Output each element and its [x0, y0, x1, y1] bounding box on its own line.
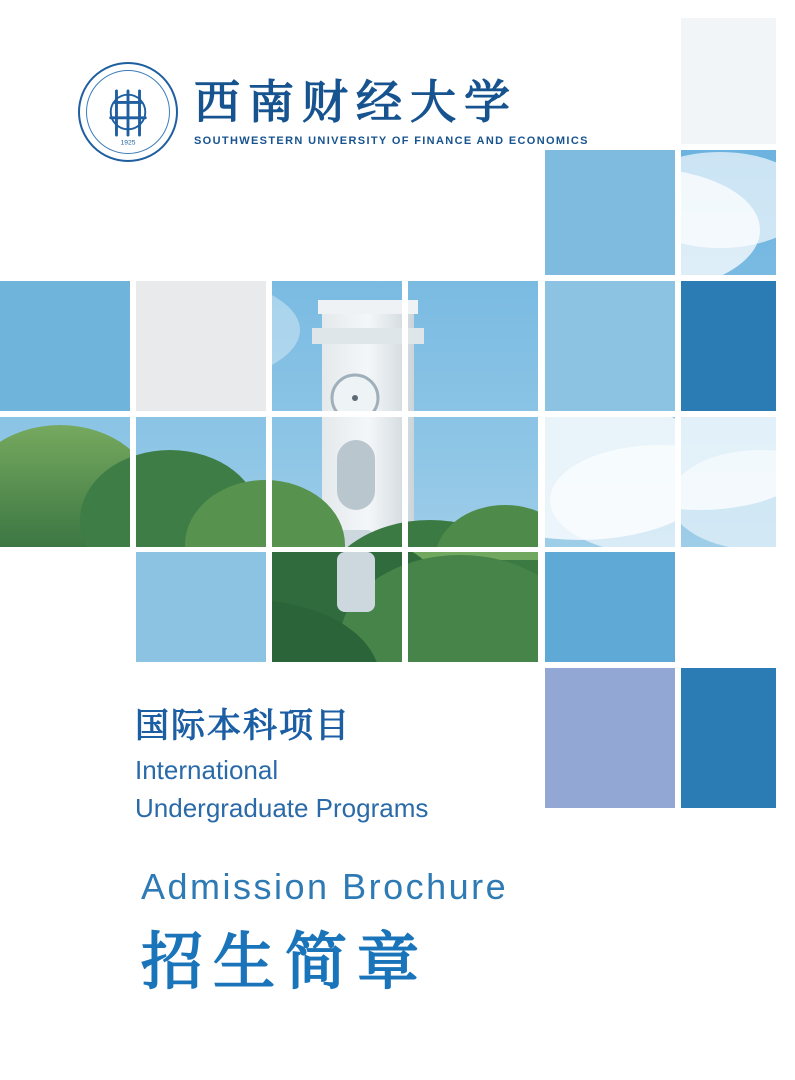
tile-deep-blue-1 — [681, 281, 776, 411]
university-wordmark — [194, 77, 589, 148]
university-name-en: SOUTHWESTERN UNIVERSITY OF FINANCE AND ECONOMICS — [194, 135, 589, 148]
tile-blue-bottom-1 — [136, 552, 266, 662]
tile-blue-left-1 — [0, 281, 130, 411]
program-title-block — [135, 706, 735, 825]
university-seal-icon — [78, 62, 178, 162]
tile-blue-bottom-2 — [545, 552, 675, 662]
university-logo — [78, 62, 589, 162]
tile-photo-cloud-2 — [545, 417, 675, 547]
program-title-en-line2: Undergraduate Programs — [135, 792, 429, 823]
brochure-title-en: Admission Brochure — [141, 866, 509, 907]
program-title-en-line1: International — [135, 754, 279, 785]
program-title-cn: 国际本科项目 — [135, 708, 351, 745]
university-name-cn: 西南财经大学 — [194, 76, 518, 128]
tile-sky-blue-2 — [545, 281, 675, 411]
cover-header — [0, 0, 795, 170]
tile-grey-1 — [136, 281, 266, 411]
brochure-title-cn: 招生简章 — [141, 929, 430, 997]
mosaic-lowleft-mask — [0, 547, 136, 667]
mosaic-gutter-h2 — [0, 411, 795, 417]
seal-year-label: 1925 — [120, 139, 136, 147]
tile-photo-cloud-3 — [681, 417, 776, 547]
seal-emblem-icon — [80, 64, 176, 160]
mosaic-gutter-v3 — [402, 281, 408, 662]
